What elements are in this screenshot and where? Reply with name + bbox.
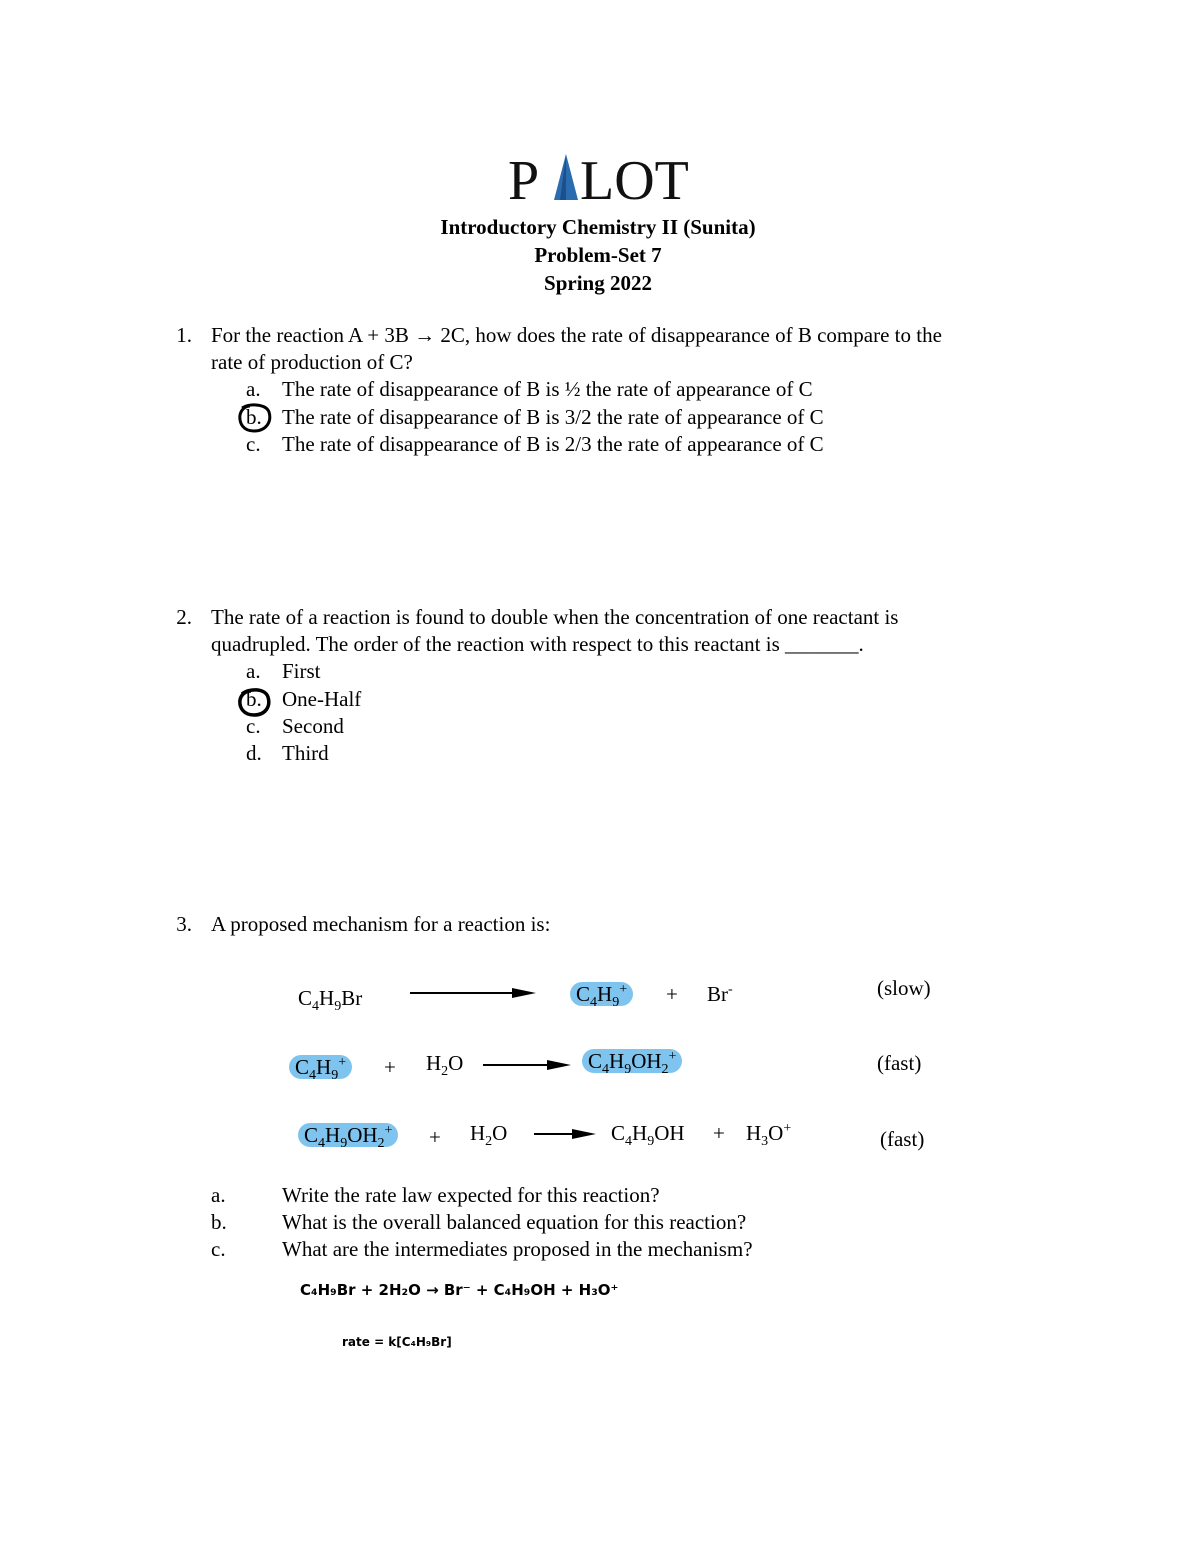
- course-title: Introductory Chemistry II (Sunita): [440, 215, 756, 239]
- step3-product-1: $C_4H_9OH$: [611, 1121, 685, 1150]
- q2-answer-circle: [236, 686, 274, 718]
- q2-text-line1: The rate of a reaction is found to double when the concentration of one reactant is: [211, 605, 899, 629]
- palot-logo-graphic: [508, 148, 698, 208]
- q2-option-c-label: c.: [246, 714, 261, 738]
- q3-sub-a-label: a.: [211, 1183, 226, 1207]
- q2-option-a-label: a.: [246, 659, 261, 683]
- q3-sub-a-text: Write the rate law expected for this reaction?: [282, 1183, 660, 1207]
- q3-sub-b-text: What is the overall balanced equation for this reaction?: [282, 1210, 747, 1234]
- step1-arrow-icon: [408, 985, 540, 1001]
- q1-option-b-text: The rate of disappearance of B is 3/2 the rate of appearance of C: [282, 405, 824, 429]
- handwritten-rate-law: rate = k[C₄H₉Br]: [342, 1335, 452, 1349]
- q1-text-line1: For the reaction A + 3B → 2C, how does the rate of disappearance of B compare to the: [211, 323, 942, 347]
- step2-arrow-icon: [481, 1057, 573, 1073]
- q2-option-b-text: One-Half: [282, 687, 362, 711]
- q2-option-a-text: First: [282, 659, 321, 683]
- svg-text:P: P: [508, 150, 540, 208]
- q3-sub-c-label: c.: [211, 1237, 226, 1261]
- step1-plus: +: [666, 982, 678, 1006]
- q2-option-c-text: Second: [282, 714, 344, 738]
- q3-sub-b-label: b.: [211, 1210, 227, 1234]
- step1-product-1: $C_4H_9^+$: [570, 981, 633, 1008]
- q1-number: 1.: [176, 323, 192, 347]
- q2-number: 2.: [176, 605, 192, 629]
- q3-text: A proposed mechanism for a reaction is:: [211, 912, 551, 936]
- problem-set-title: Problem-Set 7: [534, 243, 662, 267]
- step3-plus-2: +: [713, 1121, 725, 1145]
- q1-option-a-text: The rate of disappearance of B is ½ the rate of appearance of C: [282, 377, 813, 401]
- q1-option-c-text: The rate of disappearance of B is 2/3 the rate of appearance of C: [282, 432, 824, 456]
- step2-product: $C_4H_9OH_2^+$: [582, 1048, 682, 1075]
- q1-option-c-label: c.: [246, 432, 261, 456]
- palot-logo: [508, 148, 698, 208]
- step3-arrow-icon: [532, 1126, 598, 1142]
- step2-plus: +: [384, 1055, 396, 1079]
- svg-text:LOT: LOT: [580, 150, 689, 208]
- q2-text-line2: quadrupled. The order of the reaction with respect to this reactant is _______.: [211, 632, 864, 656]
- step3-rate-label: (fast): [880, 1127, 925, 1151]
- step1-reactant: $C_4H_9Br$: [298, 986, 363, 1015]
- q2-option-b-label: b.: [246, 687, 262, 711]
- step3-plus-1: +: [429, 1125, 441, 1149]
- step3-product-2: $H_3O^+$: [746, 1121, 792, 1150]
- step3-reactant-2: $H_2O$: [470, 1121, 508, 1150]
- q1-text-line2: rate of production of C?: [211, 350, 413, 374]
- q1-option-a-label: a.: [246, 377, 261, 401]
- step2-reactant-1: $C_4H_9^+$: [289, 1054, 352, 1081]
- q1-option-b-label: b.: [246, 405, 262, 429]
- step2-reactant-2: $H_2O$: [426, 1051, 464, 1080]
- step1-product-2: Br-: [707, 982, 733, 1006]
- q2-option-d-label: d.: [246, 741, 262, 765]
- term-title: Spring 2022: [544, 271, 652, 295]
- q2-option-d-text: Third: [282, 741, 329, 765]
- q3-number: 3.: [176, 912, 192, 936]
- q1-answer-circle: [236, 402, 274, 434]
- step1-rate-label: (slow): [877, 976, 931, 1000]
- step2-rate-label: (fast): [877, 1051, 922, 1075]
- handwritten-balanced-equation: C₄H₉Br + 2H₂O → Br⁻ + C₄H₉OH + H₃O⁺: [300, 1281, 619, 1299]
- step3-reactant-1: $C_4H_9OH_2^+$: [298, 1122, 398, 1149]
- q3-sub-c-text: What are the intermediates proposed in the mechanism?: [282, 1237, 753, 1261]
